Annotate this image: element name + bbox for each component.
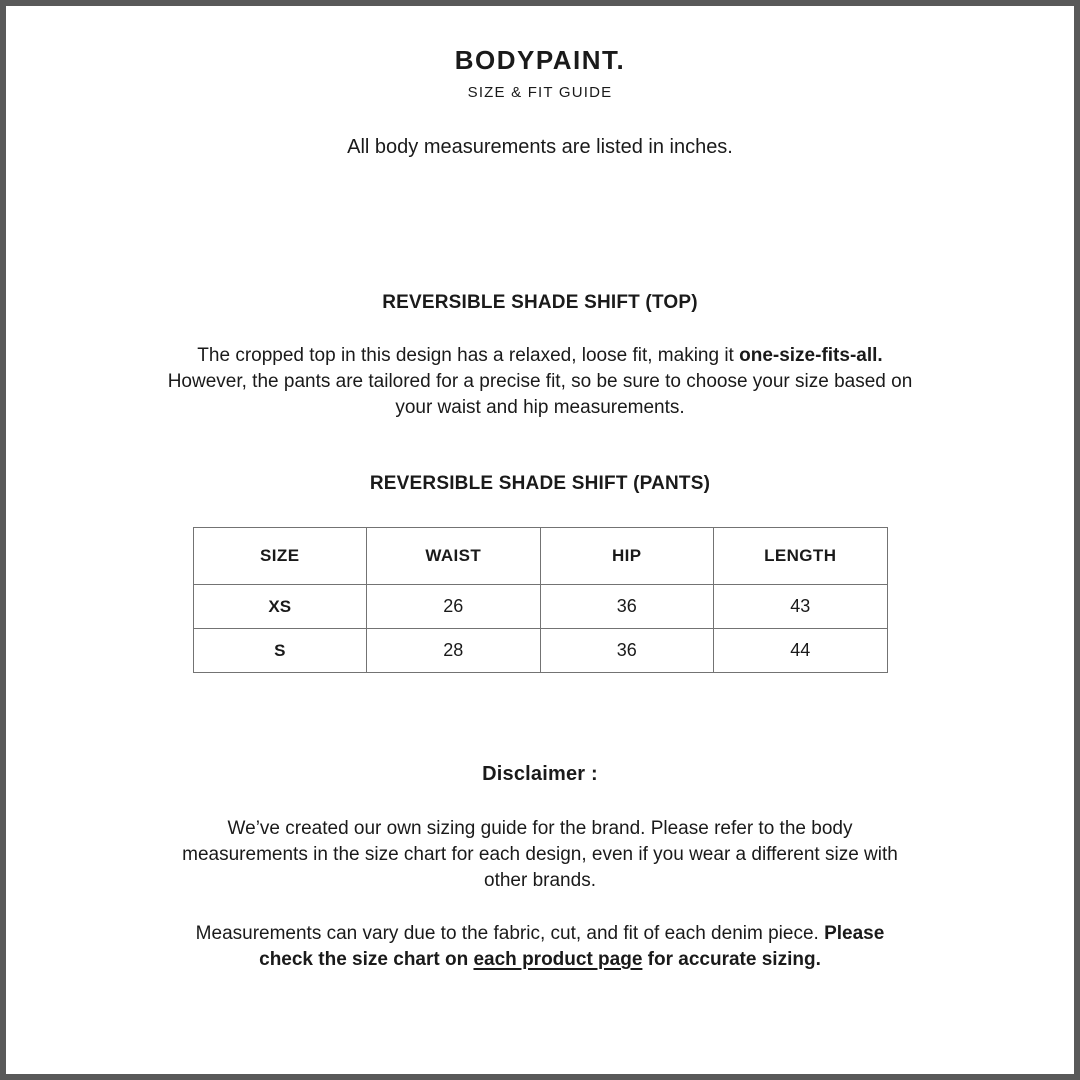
measurement-cell: 26 <box>367 585 541 629</box>
guide-subtitle: SIZE & FIT GUIDE <box>467 83 613 101</box>
measurement-cell: 36 <box>540 629 714 673</box>
paragraph-line <box>6 343 1074 369</box>
disclaimer-paragraph-1 <box>6 816 1074 894</box>
pants-section-heading: REVERSIBLE SHADE SHIFT (PANTS) <box>369 473 711 494</box>
paragraph-line <box>6 947 1074 973</box>
measurement-cell: 44 <box>714 629 888 673</box>
measurement-cell: 43 <box>714 585 888 629</box>
pants-section <box>6 471 1074 673</box>
text-segment: for accurate sizing. <box>642 949 821 970</box>
text-segment: your waist and hip measurements. <box>395 397 685 418</box>
brand-title: BODYPAINT. <box>454 45 626 75</box>
size-table-head <box>193 528 887 585</box>
disclaimer-paragraph-2 <box>6 921 1074 973</box>
size-label-cell: S <box>193 629 367 673</box>
units-note: All body measurements are listed in inches. <box>347 136 733 158</box>
paragraph-line <box>6 395 1074 421</box>
table-header-cell: LENGTH <box>714 528 888 585</box>
paragraph-line <box>6 816 1074 842</box>
disclaimer-heading: Disclaimer : <box>482 763 598 785</box>
paragraph-line <box>6 842 1074 868</box>
table-header-cell: SIZE <box>193 528 367 585</box>
table-header-row <box>193 528 887 585</box>
text-segment: one-size-fits-all. <box>739 345 883 366</box>
measurement-cell: 28 <box>367 629 541 673</box>
measurement-cell: 36 <box>540 585 714 629</box>
paragraph-line <box>6 868 1074 894</box>
top-section-heading: REVERSIBLE SHADE SHIFT (TOP) <box>382 292 698 313</box>
text-segment: The cropped top in this design has a relaxed, loose fit, making it <box>197 345 740 366</box>
table-header-cell: WAIST <box>367 528 541 585</box>
text-segment: Measurements can vary due to the fabric, cut, and fit of each denim piece. <box>195 923 825 944</box>
top-section <box>6 290 1074 421</box>
table-header-cell: HIP <box>540 528 714 585</box>
size-table-body <box>193 585 887 673</box>
page-header <box>6 44 1074 160</box>
paragraph-line <box>6 921 1074 947</box>
paragraph-line <box>6 369 1074 395</box>
text-segment: However, the pants are tailored for a precise fit, so be sure to choose your size based on <box>167 371 913 392</box>
disclaimer-section <box>6 761 1074 973</box>
table-row <box>193 629 887 673</box>
table-row <box>193 585 887 629</box>
text-segment: measurements in the size chart for each design, even if you wear a different size with <box>182 844 898 865</box>
text-segment: We’ve created our own sizing guide for the brand. Please refer to the body <box>227 818 853 839</box>
top-section-paragraph <box>6 343 1074 421</box>
text-segment: Please <box>824 923 885 944</box>
pants-size-table <box>193 527 888 673</box>
text-segment: other brands. <box>484 870 596 891</box>
product-page-link[interactable]: each product page <box>473 949 643 970</box>
text-segment: check the size chart on <box>259 949 474 970</box>
size-label-cell: XS <box>193 585 367 629</box>
